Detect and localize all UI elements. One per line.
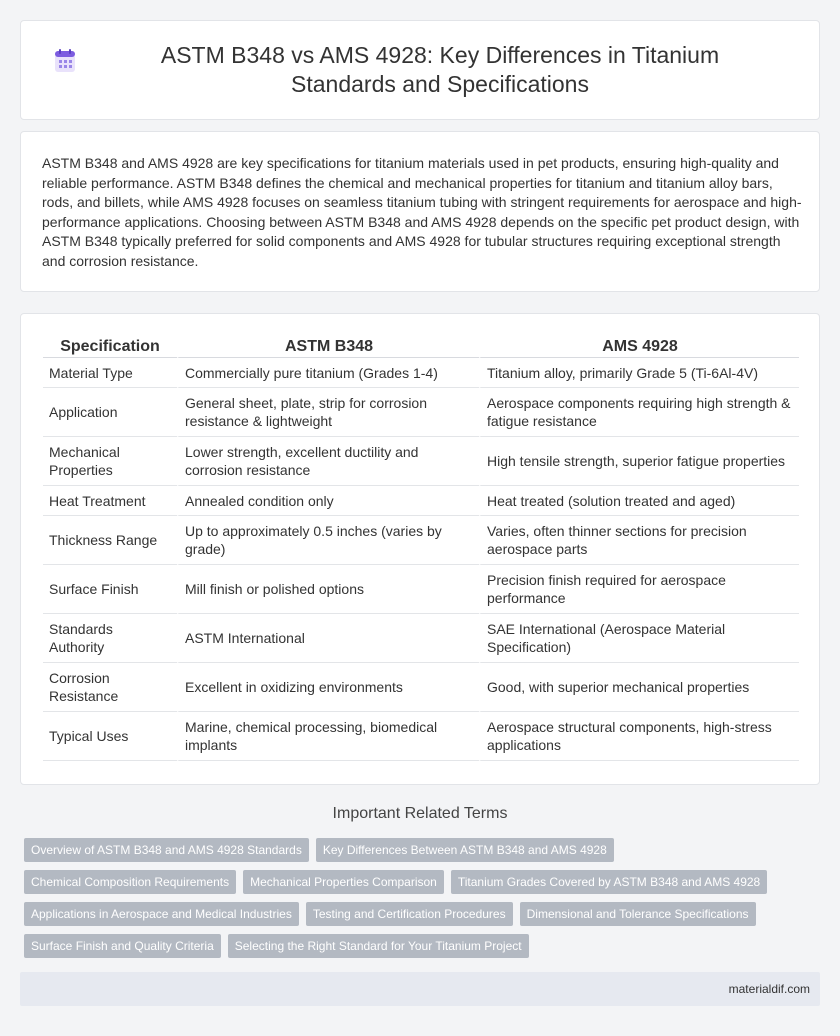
ams-4928-cell: Titanium alloy, primarily Grade 5 (Ti-6Al-4V)	[479, 358, 799, 388]
footer	[20, 972, 820, 1006]
comparison-table	[43, 333, 799, 761]
ams-4928-cell: Varies, often thinner sections for precision aerospace parts	[479, 516, 799, 565]
row-label: Material Type	[43, 358, 177, 388]
related-term-tag[interactable]: Dimensional and Tolerance Specifications	[520, 902, 756, 926]
row-label: Typical Uses	[43, 712, 177, 761]
table-row	[43, 663, 799, 712]
table-row	[43, 712, 799, 761]
page-title: ASTM B348 vs AMS 4928: Key Differences in Titanium Standards and Specifications	[160, 42, 720, 97]
ams-4928-cell: SAE International (Aerospace Material Specification)	[479, 614, 799, 663]
related-term-tag[interactable]: Surface Finish and Quality Criteria	[24, 934, 221, 958]
tag-row	[24, 838, 824, 862]
astm-b348-cell: Annealed condition only	[177, 486, 479, 516]
ams-4928-cell: High tensile strength, superior fatigue properties	[479, 437, 799, 486]
header-astm-b348: ASTM B348	[177, 333, 479, 358]
related-term-tag[interactable]: Titanium Grades Covered by ASTM B348 and AMS 4928	[451, 870, 767, 894]
row-label: Mechanical Properties	[43, 437, 177, 486]
related-term-tag[interactable]: Selecting the Right Standard for Your Titanium Project	[228, 934, 529, 958]
astm-b348-cell: Lower strength, excellent ductility and corrosion resistance	[177, 437, 479, 486]
table-row	[43, 388, 799, 437]
related-term-tag[interactable]: Applications in Aerospace and Medical Industries	[24, 902, 299, 926]
ams-4928-cell: Good, with superior mechanical properties	[479, 663, 799, 712]
astm-b348-cell: Mill finish or polished options	[177, 565, 479, 614]
row-label: Corrosion Resistance	[43, 663, 177, 712]
related-terms-title: Important Related Terms	[332, 805, 508, 822]
related-term-tag[interactable]: Overview of ASTM B348 and AMS 4928 Standards	[24, 838, 309, 862]
astm-b348-cell: Excellent in oxidizing environments	[177, 663, 479, 712]
comparison-table-card	[20, 313, 820, 785]
ams-4928-cell: Aerospace structural components, high-stress applications	[479, 712, 799, 761]
row-label: Heat Treatment	[43, 486, 177, 516]
astm-b348-cell: General sheet, plate, strip for corrosion resistance & lightweight	[177, 388, 479, 437]
row-label: Application	[43, 388, 177, 437]
related-term-tag[interactable]: Mechanical Properties Comparison	[243, 870, 444, 894]
related-term-tag[interactable]: Chemical Composition Requirements	[24, 870, 236, 894]
related-term-tag[interactable]: Key Differences Between ASTM B348 and AMS 4928	[316, 838, 614, 862]
related-terms-list	[24, 838, 824, 966]
intro-paragraph: ASTM B348 and AMS 4928 are key specifications for titanium materials used in pet products, ensuring high-quality and reliable performance. ASTM B348 defines the chemical and mechanical properties for titanium and titanium alloy bars, rods, and billets, while AMS 4928 focuses on seamless titanium tubing with stringent requirements for aerospace and high-performance applications. Choosing between ASTM B348 and AMS 4928 depends on the specific pet product design, with ASTM B348 typically preferred for solid components and AMS 4928 for tubular structures requiring exceptional strength and corrosion resistance.	[42, 155, 802, 269]
tag-row	[24, 934, 824, 958]
astm-b348-cell: Up to approximately 0.5 inches (varies by grade)	[177, 516, 479, 565]
table-row	[43, 614, 799, 663]
header-card	[20, 20, 820, 120]
ams-4928-cell: Aerospace components requiring high strength & fatigue resistance	[479, 388, 799, 437]
table-row	[43, 516, 799, 565]
astm-b348-cell: ASTM International	[177, 614, 479, 663]
row-label: Thickness Range	[43, 516, 177, 565]
astm-b348-cell: Marine, chemical processing, biomedical implants	[177, 712, 479, 761]
related-term-tag[interactable]: Testing and Certification Procedures	[306, 902, 513, 926]
table-header-row	[43, 333, 799, 358]
table-row	[43, 565, 799, 614]
table-row	[43, 358, 799, 388]
table-row	[43, 486, 799, 516]
astm-b348-cell: Commercially pure titanium (Grades 1-4)	[177, 358, 479, 388]
ams-4928-cell: Precision finish required for aerospace performance	[479, 565, 799, 614]
row-label: Standards Authority	[43, 614, 177, 663]
intro-card	[20, 131, 820, 292]
row-label: Surface Finish	[43, 565, 177, 614]
tag-row	[24, 870, 824, 894]
ams-4928-cell: Heat treated (solution treated and aged)	[479, 486, 799, 516]
table-row	[43, 437, 799, 486]
footer-site-link[interactable]: materialdif.com	[728, 982, 810, 996]
header-specification: Specification	[43, 333, 177, 358]
header-ams-4928: AMS 4928	[479, 333, 799, 358]
tag-row	[24, 902, 824, 926]
